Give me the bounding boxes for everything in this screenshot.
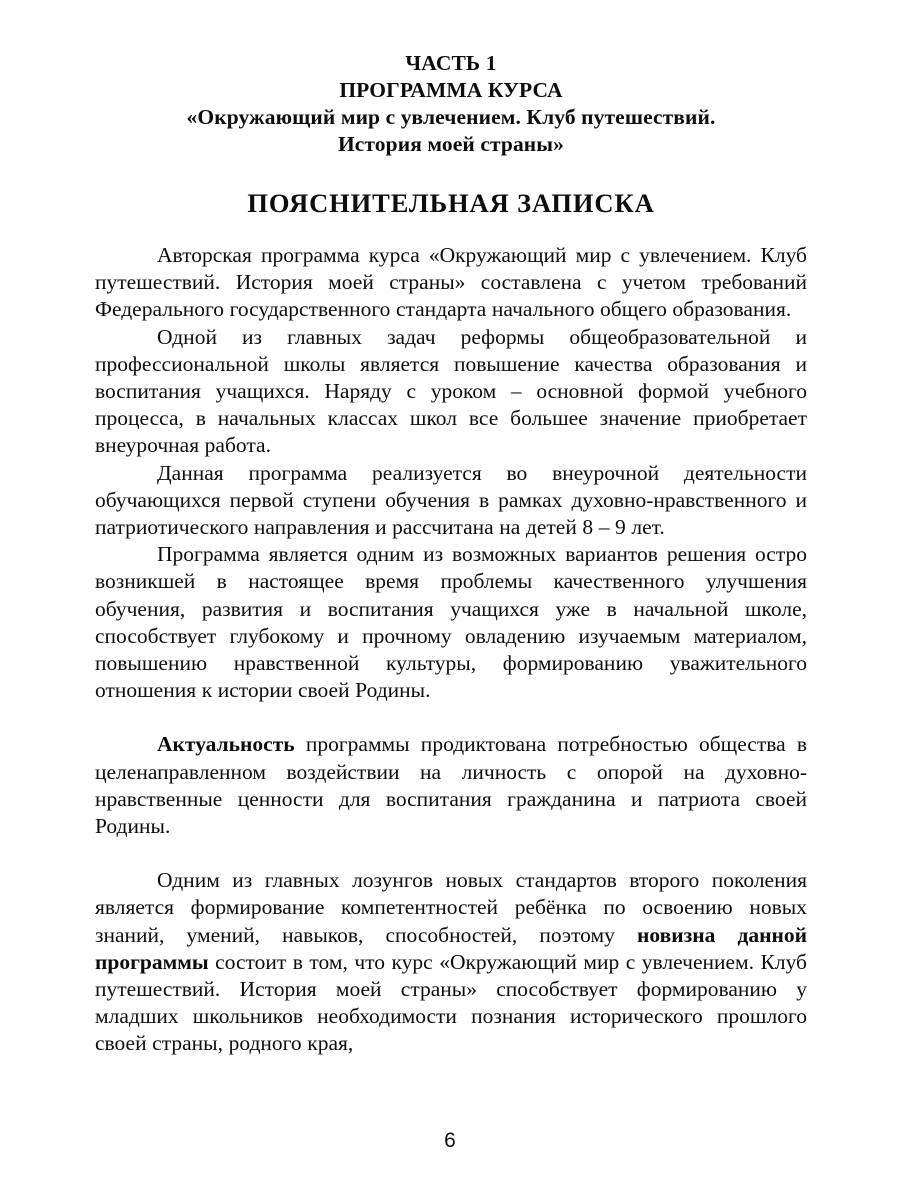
heading-course-title-line1: «Окружающий мир с увлечением. Клуб путешествий. [186, 105, 716, 129]
paragraph-5-rest: программы продиктована потребностью общества в целенаправленном воздействии на личность с опорой на духовно-нравственные ценности для воспитания гражданина и патриота своей Родины. [95, 732, 807, 839]
page-content [95, 50, 807, 1058]
page-footer [0, 1128, 900, 1154]
page-number: 6 [444, 1129, 456, 1152]
paragraph-4: Программа является одним из возможных вариантов решения остро возникшей в настоящее время проблемы качественного улучшения обучения, развития и воспитания учащихся уже в начальной школе, способствует глубокому и прочному овладению изучаемым материалом, повышению нравственной культуры, формированию уважительного отношения к истории своей Родины. [95, 542, 807, 703]
paragraph-5-bold-lead: Актуальность [157, 732, 295, 757]
section-title: ПОЯСНИТЕЛЬНАЯ ЗАПИСКА [247, 188, 655, 218]
paragraph-6-part2: состоит в том, что курс «Окружающий мир с увлечением. Клуб путешествий. История моей страны» способствует формированию у младших школьников необходимости познания исторического прошлого своей страны, родного края, [95, 949, 807, 1056]
paragraph-6-part1: Одним из главных лозунгов новых стандартов второго поколения является формирование компетентностей ребёнка по освоению новых знаний, умений, навыков, способностей, поэтому [95, 868, 807, 947]
paragraph-6-bold: новизна данной программы [95, 922, 807, 974]
heading-course-title-line2: История моей страны» [337, 132, 565, 156]
paragraph-5 [95, 731, 807, 840]
paragraph-2: Одной из главных задач реформы общеобразовательной и профессиональной школы является повышение качества образования и воспитания учащихся. Наряду с уроком – основной формой учебного процесса, в начальных классах школ все большее значение приобретает внеурочная работа. [95, 324, 807, 458]
heading-part-label: ЧАСТЬ 1 [405, 51, 497, 75]
paragraph-6 [95, 867, 807, 1057]
paragraph-1: Авторская программа курса «Окружающий мир с увлечением. Клуб путешествий. История моей страны» составлена с учетом требований Федерального государственного стандарта начального общего образования. [95, 243, 807, 322]
page-heading-block [95, 50, 807, 158]
paragraph-3: Данная программа реализуется во внеурочной деятельности обучающихся первой ступени обучения в рамках духовно-нравственного и патриотического направления и рассчитана на детей 8 – 9 лет. [95, 460, 807, 540]
heading-program-label: ПРОГРАММА КУРСА [339, 78, 563, 102]
body-text [95, 242, 807, 1058]
